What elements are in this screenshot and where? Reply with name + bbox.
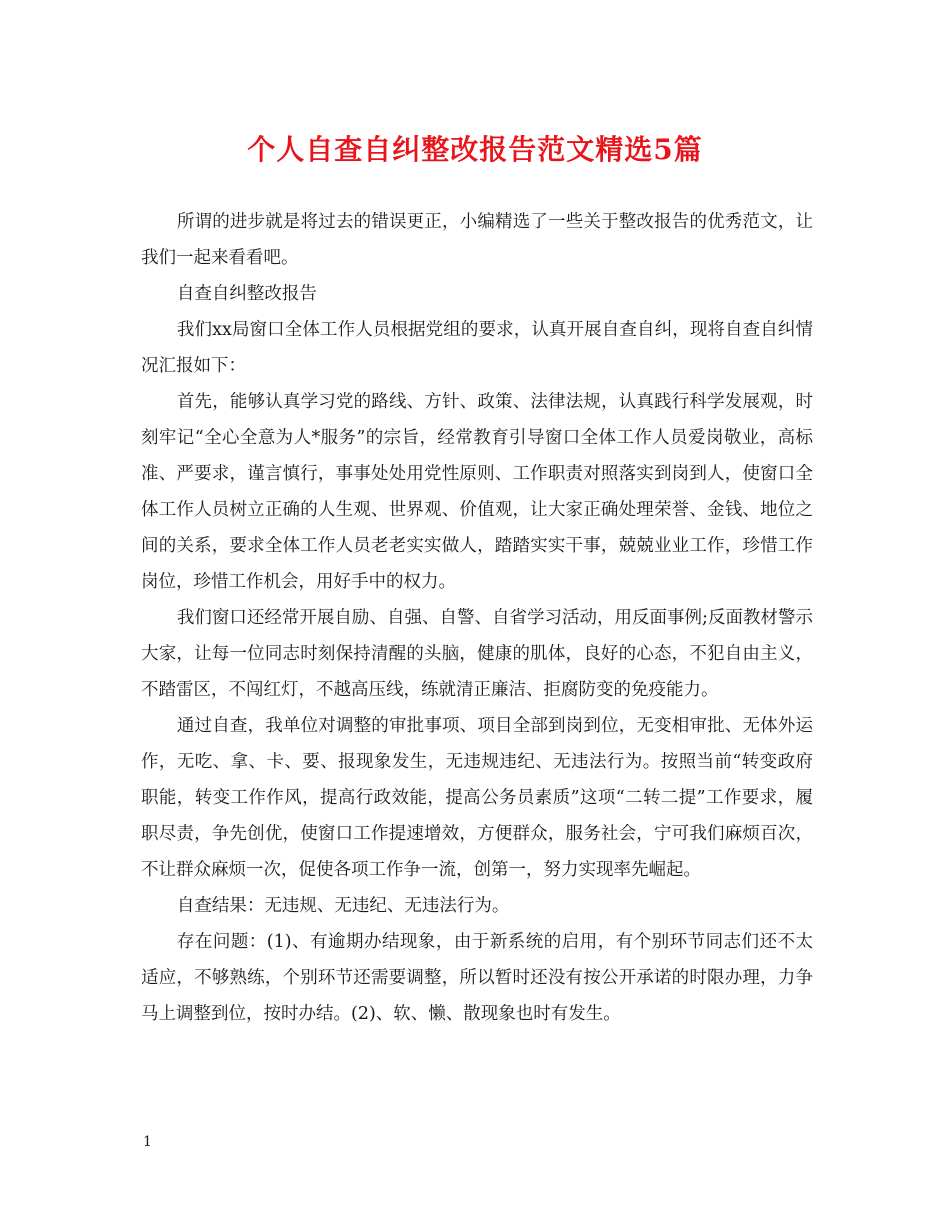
section-heading: 自查自纠整改报告: [176, 284, 317, 304]
page-number: 1: [143, 1134, 152, 1150]
body-paragraph: 我们xx局窗口全体工作人员根据党组的要求，认真开展自查自纠，现将自查自纠情况汇报如下：: [141, 320, 813, 376]
body-paragraph: 通过自查，我单位对调整的审批事项、项目全部到岗到位，无变相审批、无体外运作，无吃、拿、卡、要、报现象发生，无违规违纪、无违法行为。按照当前“转变政府职能，转变工作作风，提高行政效能，提高公务员素质”这项“二转二提”工作要求，履职尽责，争先创优，使窗口工作提速增效，方便群众，服务社会，宁可我们麻烦百次，不让群众麻烦一次，促使各项工作争一流，创第一，努力实现率先崛起。: [141, 716, 813, 880]
existing-problems: 存在问题：(1)、有逾期办结现象，由于新系统的启用，有个别环节同志们还不太适应，不够熟练，个别环节还需要调整，所以暂时还没有按公开承诺的时限办理，力争马上调整到位，按时办结。(2)、软、懒、散现象也时有发生。: [141, 932, 813, 1024]
body-paragraph: 首先，能够认真学习党的路线、方针、政策、法律法规，认真践行科学发展观，时刻牢记“全心全意为人*服务”的宗旨，经常教育引导窗口全体工作人员爱岗敬业，高标准、严要求，谨言慎行，事事处处用党性原则、工作职责对照落实到岗到人，使窗口全体工作人员树立正确的人生观、世界观、价值观，让大家正确处理荣誉、金钱、地位之间的关系，要求全体工作人员老老实实做人，踏踏实实干事，兢兢业业工作，珍惜工作岗位，珍惜工作机会，用好手中的权力。: [141, 392, 813, 592]
document-body: [141, 204, 813, 1032]
self-check-result: 自查结果：无违规、无违纪、无违法行为。: [176, 896, 510, 916]
body-paragraph: 我们窗口还经常开展自励、自强、自警、自省学习活动，用反面事例;反面教材警示大家，让每一位同志时刻保持清醒的头脑，健康的肌体，良好的心态，不犯自由主义，不踏雷区，不闯红灯，不越高压线，练就清正廉洁、拒腐防变的免疫能力。: [141, 608, 813, 700]
intro-paragraph: 所谓的进步就是将过去的错误更正，小编精选了一些关于整改报告的优秀范文，让我们一起来看看吧。: [141, 212, 813, 268]
document-title: 个人自查自纠整改报告范文精选5篇: [247, 133, 703, 166]
